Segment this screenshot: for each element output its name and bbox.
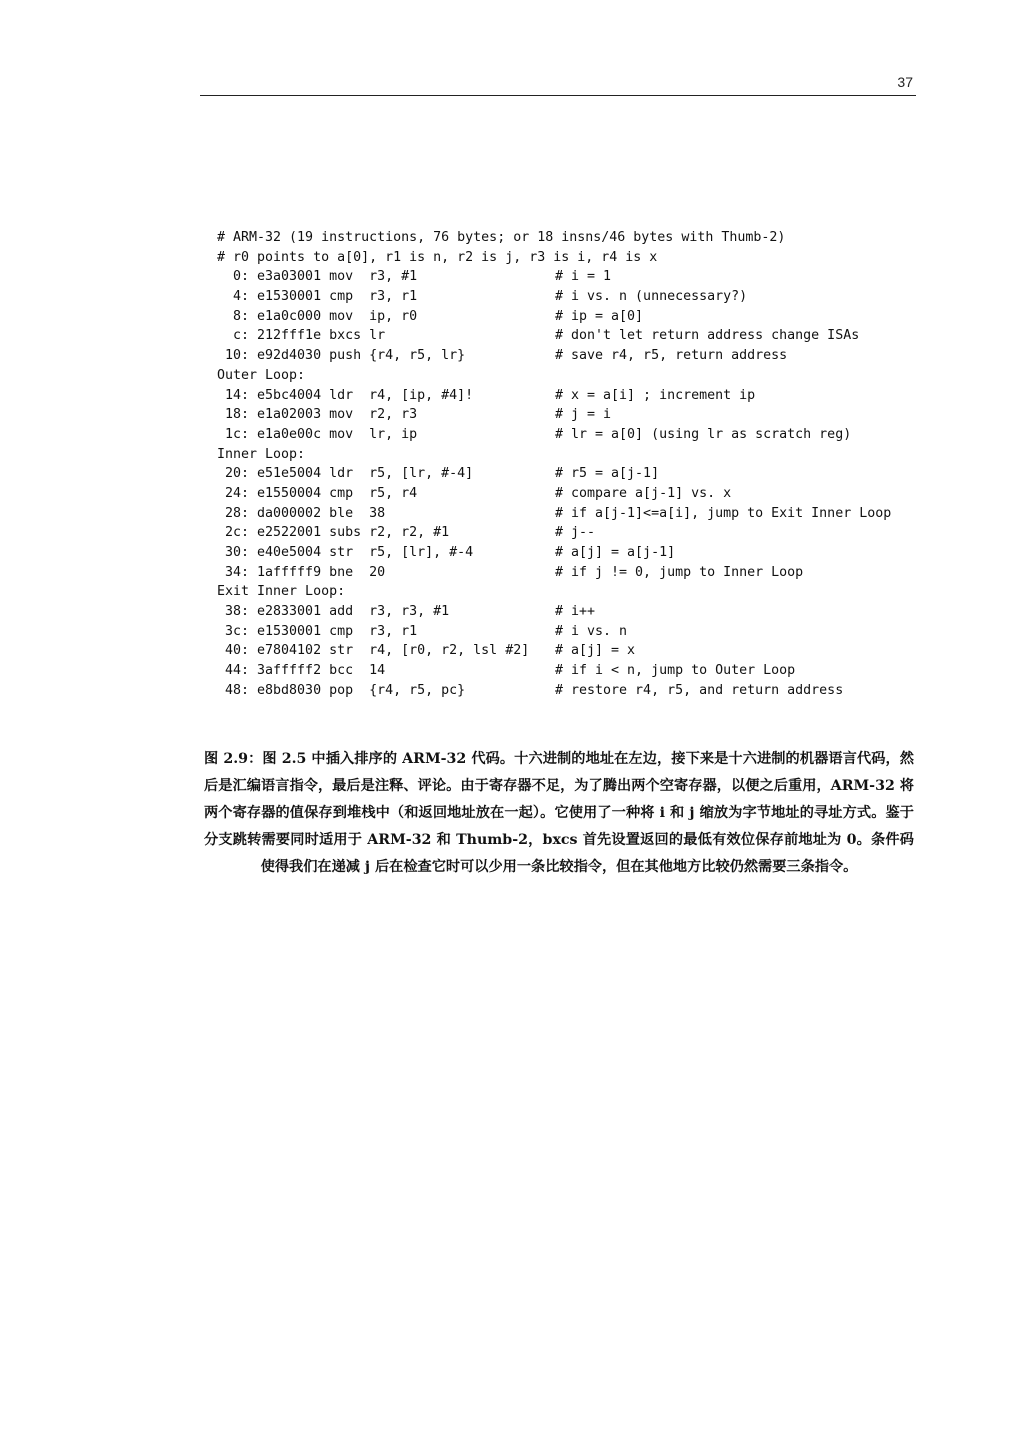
- code-line: [217, 681, 917, 701]
- code-line: [217, 248, 917, 268]
- code-line: [217, 464, 917, 484]
- code-instruction: c: 212fff1e bxcs lr: [217, 328, 386, 344]
- code-line: [217, 326, 917, 346]
- code-comment: # if i < n, jump to Outer Loop: [555, 663, 796, 679]
- code-line: [217, 425, 917, 445]
- code-line: [217, 287, 917, 307]
- code-line: [217, 267, 917, 287]
- code-instruction: 4: e1530001 cmp r3, r1: [217, 289, 418, 305]
- code-comment: # if a[j-1]<=a[i], jump to Exit Inner Loop: [555, 505, 892, 521]
- code-comment: # restore r4, r5, and return address: [555, 682, 844, 698]
- code-instruction: 20: e51e5004 ldr r5, [lr, #-4]: [217, 466, 474, 482]
- code-comment: # i vs. n (unnecessary?): [555, 289, 748, 305]
- code-instruction: 3c: e1530001 cmp r3, r1: [217, 623, 418, 639]
- code-instruction: 48: e8bd8030 pop {r4, r5, pc}: [217, 682, 466, 698]
- code-listing: [217, 228, 917, 701]
- code-line: [217, 523, 917, 543]
- code-instruction: 44: 3afffff2 bcc 14: [217, 663, 386, 679]
- code-line: [217, 622, 917, 642]
- code-line: [217, 661, 917, 681]
- code-comment: # i = 1: [555, 269, 612, 285]
- code-instruction: # r0 points to a[0], r1 is n, r2 is j, r3 is i, r4 is x: [217, 249, 658, 265]
- code-comment: # r5 = a[j-1]: [555, 466, 660, 482]
- code-line: [217, 543, 917, 563]
- code-comment: # i++: [555, 604, 596, 620]
- code-line: [217, 346, 917, 366]
- code-line: [217, 484, 917, 504]
- code-instruction: Outer Loop:: [217, 367, 306, 383]
- code-instruction: 30: e40e5004 str r5, [lr], #-4: [217, 545, 474, 560]
- code-instruction: 0: e3a03001 mov r3, #1: [217, 269, 418, 285]
- code-comment: # i vs. n: [555, 623, 628, 639]
- code-line: [217, 307, 917, 327]
- code-comment: # a[j] = x: [555, 643, 636, 659]
- page-number: 37: [897, 74, 913, 90]
- code-line: [217, 228, 917, 248]
- code-instruction: 34: 1afffff9 bne 20: [217, 564, 386, 580]
- code-line: [217, 405, 917, 425]
- code-comment: # x = a[i] ; increment ip: [555, 387, 756, 403]
- code-comment: # save r4, r5, return address: [555, 348, 788, 364]
- code-comment: # lr = a[0] (using lr as scratch reg): [555, 426, 852, 442]
- code-comment: # don't let return address change ISAs: [555, 328, 860, 344]
- code-instruction: 18: e1a02003 mov r2, r3: [217, 407, 418, 423]
- code-instruction: 40: e7804102 str r4, [r0, r2, lsl #2]: [217, 643, 530, 659]
- code-line: [217, 445, 917, 465]
- code-comment: # if j != 0, jump to Inner Loop: [555, 564, 804, 580]
- code-instruction: 1c: e1a0e00c mov lr, ip: [217, 426, 418, 442]
- code-line: [217, 366, 917, 386]
- code-instruction: 10: e92d4030 push {r4, r5, lr}: [217, 348, 466, 364]
- code-instruction: 24: e1550004 cmp r5, r4: [217, 485, 418, 501]
- code-line: [217, 641, 917, 661]
- code-comment: # a[j] = a[j-1]: [555, 545, 676, 560]
- code-instruction: 28: da000002 ble 38: [217, 505, 386, 521]
- code-line: [217, 386, 917, 406]
- code-instruction: 2c: e2522001 subs r2, r2, #1: [217, 525, 450, 541]
- code-instruction: 8: e1a0c000 mov ip, r0: [217, 308, 418, 324]
- code-comment: # j = i: [555, 407, 612, 423]
- code-comment: # ip = a[0]: [555, 308, 644, 324]
- code-instruction: 38: e2833001 add r3, r3, #1: [217, 604, 450, 620]
- code-comment: # compare a[j-1] vs. x: [555, 485, 732, 501]
- code-instruction: # ARM-32 (19 instructions, 76 bytes; or 18 insns/46 bytes with Thumb-2): [217, 230, 786, 245]
- code-instruction: 14: e5bc4004 ldr r4, [ip, #4]!: [217, 387, 474, 403]
- figure-caption: 图 2.9：图 2.5 中插入排序的 ARM-32 代码。十六进制的地址在左边，接下来是十六进制的机器语言代码，然后是汇编语言指令，最后是注释、评论。由于寄存器不足，为了腾出两个空寄存器，以便之后重用，ARM-32 将两个寄存器的值保存到堆栈中（和返回地址放在一起）。它使用了一种将 i 和 j 缩放为字节地址的寻址方式。鉴于分支跳转需要同时适用于 ARM-32 和 Thumb-2，bxcs 首先设置返回的最低有效位保存前地址为 0。条件码使得我们在递减 j 后在检查它时可以少用一条比较指令，但在其他地方比较仍然需要三条指令。: [204, 751, 914, 875]
- code-line: [217, 563, 917, 583]
- code-comment: # j--: [555, 525, 596, 541]
- code-line: [217, 602, 917, 622]
- code-line: [217, 582, 917, 602]
- code-instruction: Exit Inner Loop:: [217, 584, 346, 600]
- code-instruction: Inner Loop:: [217, 446, 306, 462]
- code-line: [217, 504, 917, 524]
- header-rule: [200, 95, 916, 96]
